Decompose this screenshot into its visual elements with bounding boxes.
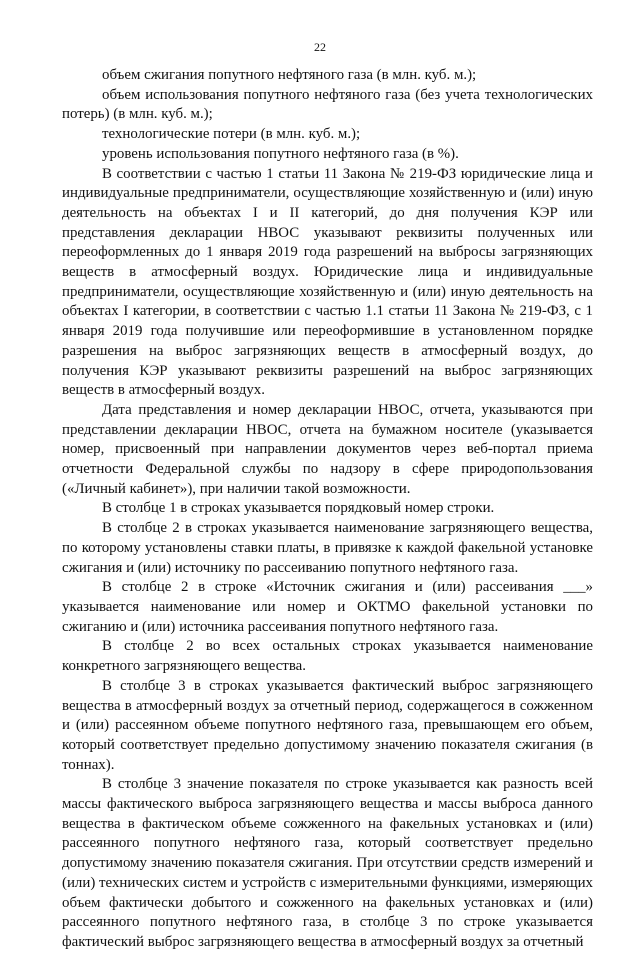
paragraph: В столбце 2 в строке «Источник сжигания и (или) рассеивания ___» указывается наименование или номер и ОКТМО факельной установки по сжиганию и (или) источника рассеивания попутного нефтяного газа.	[62, 579, 593, 635]
paragraph: технологические потери (в млн. куб. м.);	[102, 126, 361, 143]
paragraph: уровень использования попутного нефтяного газа (в %).	[102, 145, 459, 162]
paragraph: объем использования попутного нефтяного газа (без учета технологических потерь) (в млн. куб. м.);	[62, 86, 593, 123]
paragraph: В столбце 3 значение показателя по строке указывается как разность всей массы фактического выброса загрязняющего вещества и массы выброса данного вещества в фактическом объеме сожженного на факельных установках и (или) рассеянного попутного нефтяного газа, который соответствует предельно допустимому значению показателя сжигания. При отсутствии средств измерений и (или) технических систем и устройств с измерительными функциями, измеряющих объем фактически добытого и сожженного на факельных установках и (или) рассеянного попутного нефтяного газа, в столбце 3 по строке указывается фактический выброс загрязняющего вещества в атмосферный воздух за отчетный	[62, 776, 593, 950]
paragraph: В столбце 2 во всех остальных строках указывается наименование конкретного загрязняющего вещества.	[62, 638, 593, 675]
paragraph: Дата представления и номер декларации НВОС, отчета, указываются при представлении декларации НВОС, отчета на бумажном носителе (указывается номер, присвоенный при направлении документов через веб-портал приема отчетности Федеральной службы по надзору в сфере природопользования («Личный кабинет»), при наличии такой возможности.	[62, 401, 593, 497]
document-body	[62, 66, 593, 953]
paragraph: В столбце 3 в строках указывается фактический выброс загрязняющего вещества в атмосферный воздух за отчетный период, содержащегося в сожженном и (или) рассеянном объеме попутного нефтяного газа, превышающем его объем, который соответствует предельно допустимому значению показателя сжигания (в тоннах).	[62, 677, 593, 773]
page-number: 22	[314, 40, 326, 54]
paragraph: объем сжигания попутного нефтяного газа (в млн. куб. м.);	[102, 67, 477, 83]
paragraph: В столбце 1 в строках указывается порядковый номер строки.	[102, 500, 495, 517]
paragraph: В соответствии с частью 1 статьи 11 Закона № 219-ФЗ юридические лица и индивидуальные предприниматели, осуществляющие хозяйственную и (или) иную деятельность на объектах I и II категорий, до дня получения КЭР или представления декларации НВОС указывают реквизиты полученных или переоформленных до 1 января 2019 года разрешений на выбросы загрязняющих веществ в атмосферный воздух. Юридические лица и индивидуальные предприниматели, осуществляющие хозяйственную и (или) иную деятельность на объектах I категории, в соответствии с частью 1.1 статьи 11 Закона № 219-ФЗ, с 1 января 2019 года получившие или переоформившие в установленном порядке разрешения на выброс загрязняющих веществ в атмосферный воздух, до получения КЭР указывают реквизиты разрешений на выброс загрязняющих веществ в атмосферный воздух.	[62, 165, 593, 399]
paragraph: В столбце 2 в строках указывается наименование загрязняющего вещества, по которому установлены ставки платы, в привязке к каждой факельной установке сжигания и (или) источнику по рассеиванию попутного нефтяного газа.	[62, 520, 593, 576]
